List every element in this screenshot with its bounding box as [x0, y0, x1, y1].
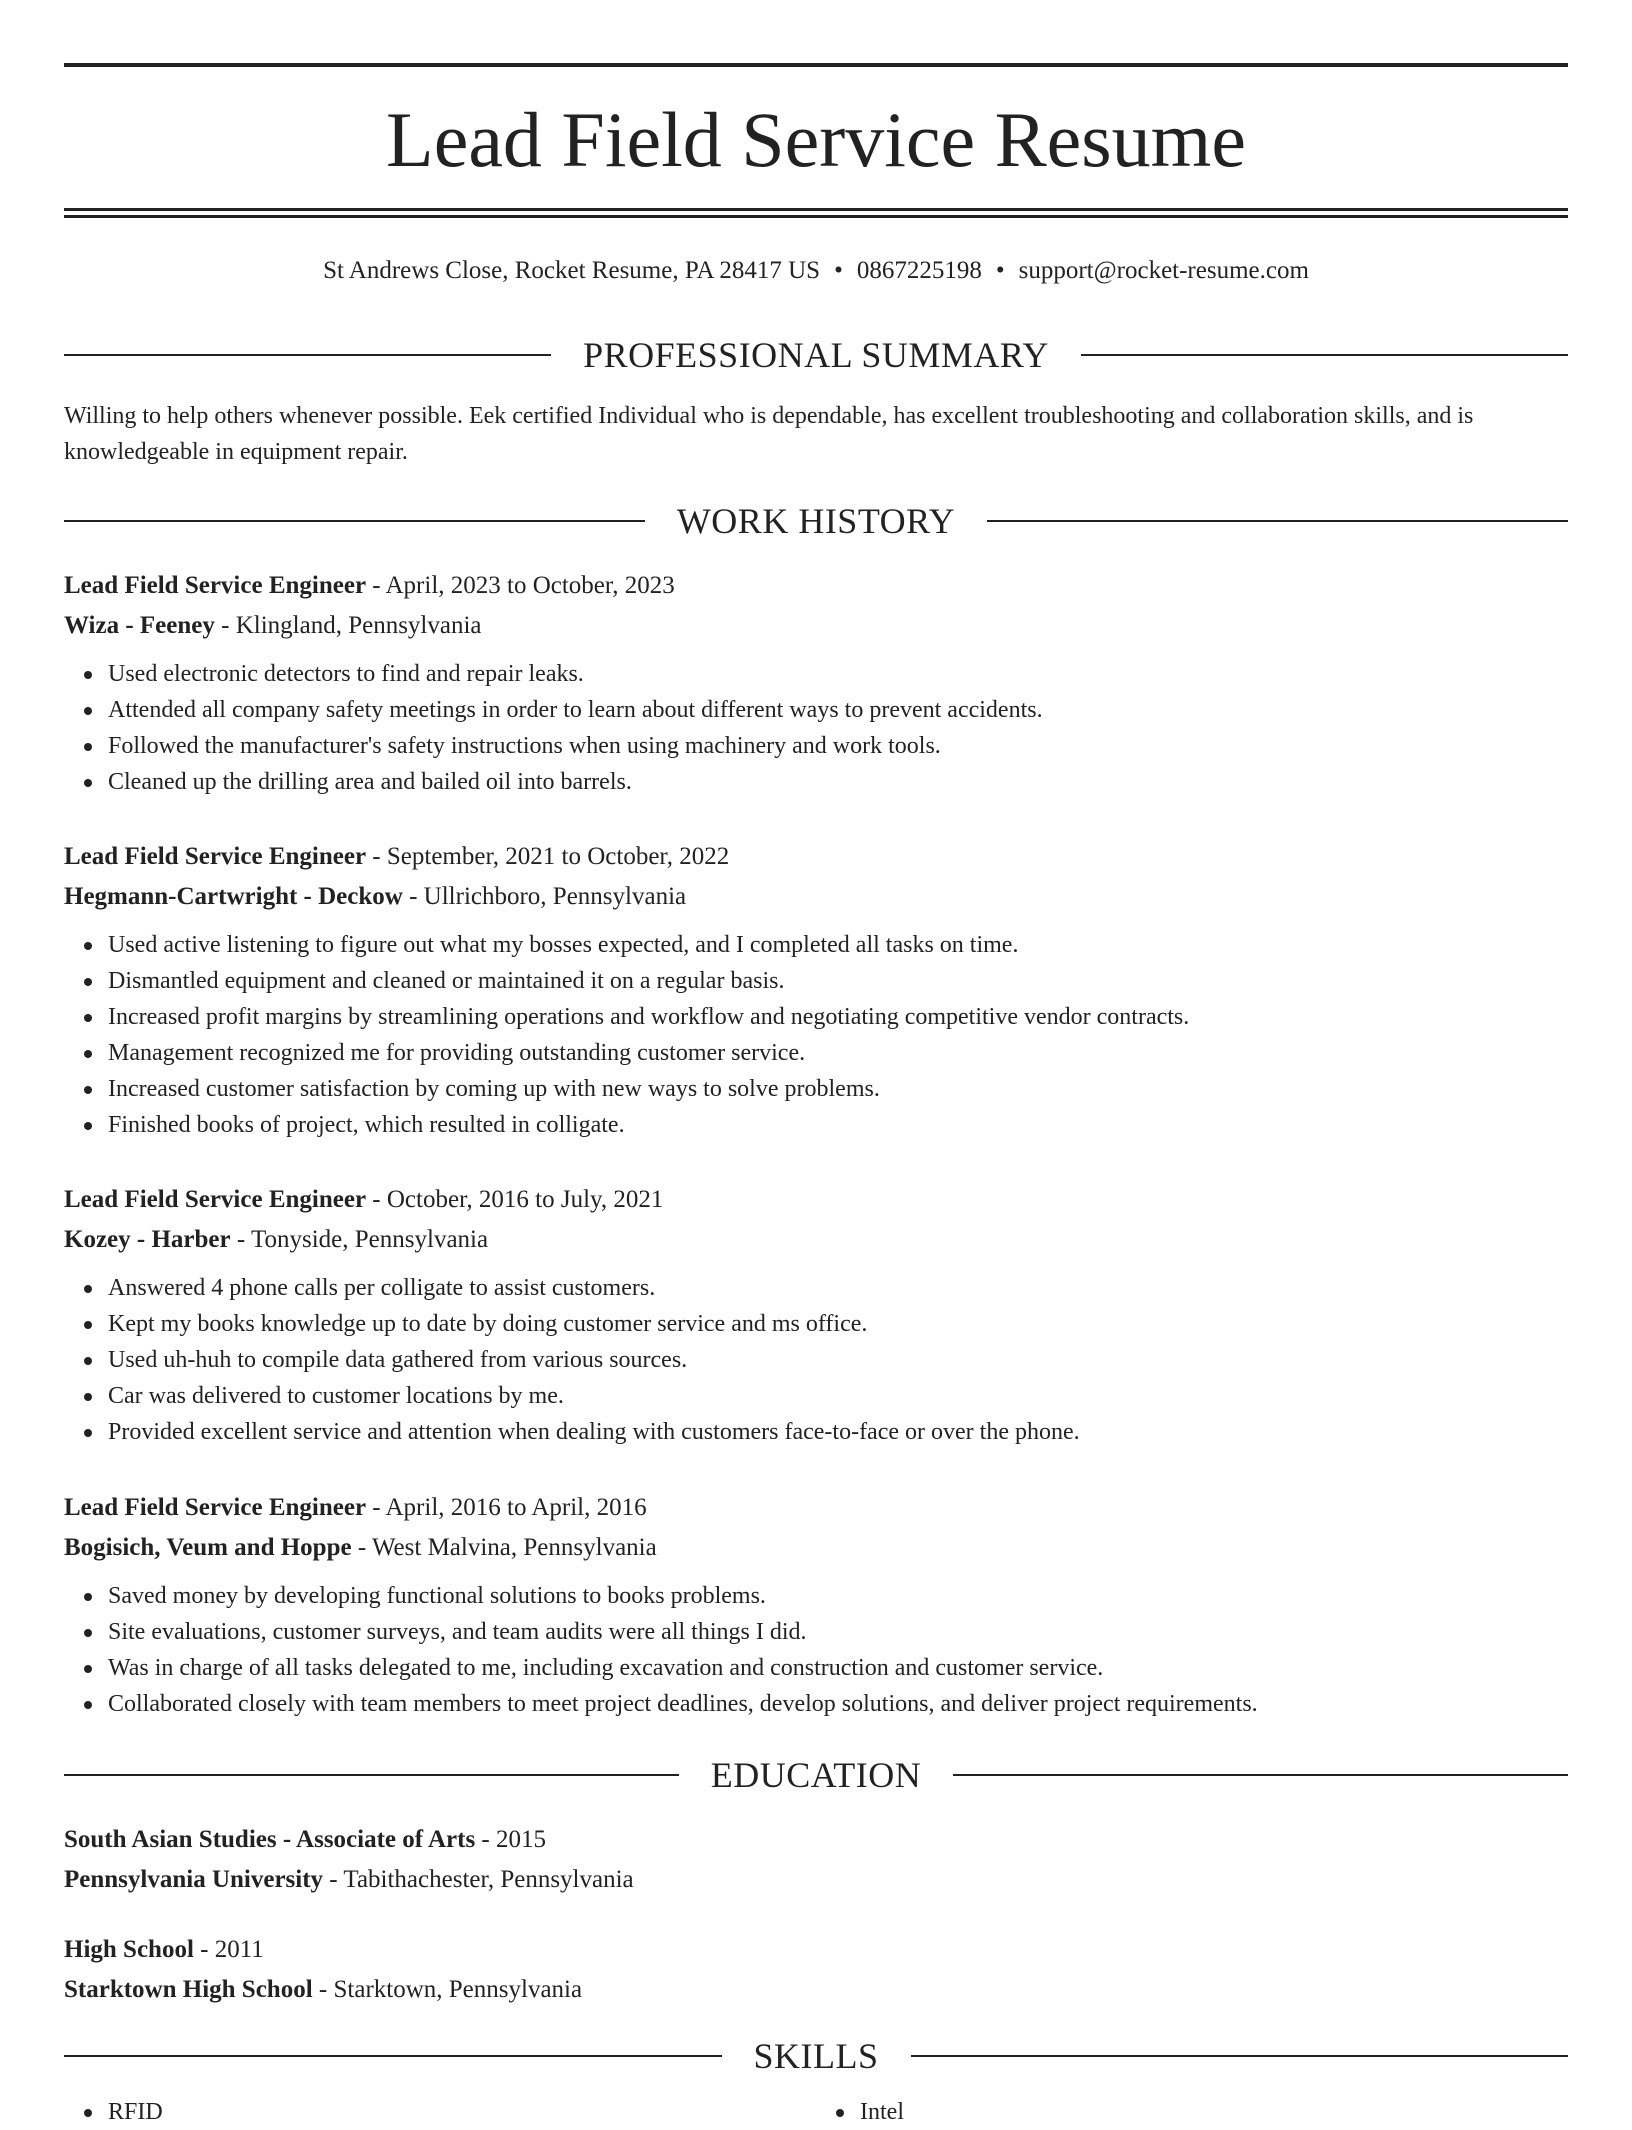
education-year: - 2011: [193, 1936, 264, 1963]
section-title: WORK HISTORY: [676, 501, 956, 541]
section-heading-summary: [64, 333, 1568, 377]
job-location: - Ullrichboro, Pennsylvania: [402, 883, 687, 910]
list-item: Answered 4 phone calls per colligate to assist customers.: [108, 1270, 1568, 1306]
job-company: Hegmann-Cartwright - Deckow: [64, 883, 403, 910]
heading-rule: [64, 354, 551, 356]
heading-rule: [64, 520, 645, 522]
list-item: Car was delivered to customer locations by me.: [108, 1378, 1568, 1414]
top-rule: [64, 63, 1568, 67]
list-item: Followed the manufacturer's safety instructions when using machinery and work tools.: [108, 728, 1568, 764]
list-item: Increased customer satisfaction by coming up with new ways to solve problems.: [108, 1071, 1568, 1107]
job-title: Lead Field Service Engineer: [64, 843, 367, 870]
education-degree-row: [64, 1820, 1568, 1860]
job-entry: [64, 837, 1568, 1143]
skills-list: [64, 2094, 1568, 2130]
heading-rule: [64, 1774, 679, 1776]
list-item: Saved money by developing functional solutions to books problems.: [108, 1578, 1568, 1614]
job-title: Lead Field Service Engineer: [64, 1186, 367, 1213]
contact-line: [64, 254, 1568, 288]
heading-rule: [953, 1774, 1568, 1776]
list-item: Increased profit margins by streamlining operations and workflow and negotiating competitive vendor contracts.: [108, 999, 1568, 1035]
list-item: Cleaned up the drilling area and bailed oil into barrels.: [108, 764, 1568, 800]
job-location: - Klingland, Pennsylvania: [214, 612, 482, 639]
section-title: SKILLS: [753, 2036, 879, 2076]
job-entry: [64, 1488, 1568, 1722]
list-item: Collaborated closely with team members to meet project deadlines, develop solutions, and deliver project requirements.: [108, 1686, 1568, 1722]
contact-address: St Andrews Close, Rocket Resume, PA 28417 US: [323, 257, 821, 284]
contact-separator: •: [995, 257, 1005, 284]
section-heading-work: [64, 499, 1568, 543]
heading-rule: [911, 2055, 1569, 2057]
resume-title: Lead Field Service Resume: [386, 96, 1246, 183]
section-heading-skills: [64, 2034, 1568, 2078]
contact-separator: •: [834, 257, 843, 284]
heading-rule: [1081, 354, 1568, 356]
list-item: Provided excellent service and attention when dealing with customers face-to-face or over the phone.: [108, 1414, 1568, 1450]
list-item: Attended all company safety meetings in order to learn about different ways to prevent accidents.: [108, 692, 1568, 728]
list-item: Used active listening to figure out what my bosses expected, and I completed all tasks on time.: [108, 927, 1568, 963]
section-title: EDUCATION: [710, 1755, 922, 1795]
heading-rule: [987, 520, 1568, 522]
job-location: - West Malvina, Pennsylvania: [351, 1534, 657, 1561]
education-degree: High School: [64, 1936, 194, 1963]
education-degree: South Asian Studies - Associate of Arts: [64, 1826, 476, 1853]
job-title-row: [64, 837, 1568, 877]
job-company-row: [64, 1220, 1568, 1260]
job-bullets: [64, 1270, 1568, 1450]
education-location: - Tabithachester, Pennsylvania: [323, 1866, 634, 1893]
job-company-row: [64, 606, 1568, 646]
education-school: Pennsylvania University: [64, 1866, 324, 1893]
job-company-row: [64, 1528, 1568, 1568]
job-company-row: [64, 877, 1568, 917]
list-item: Used electronic detectors to find and repair leaks.: [108, 656, 1568, 692]
job-company: Kozey - Harber: [64, 1226, 231, 1253]
skill-item: RFID: [64, 2094, 816, 2130]
heading-rule: [64, 2055, 722, 2057]
education-year: - 2015: [475, 1826, 546, 1853]
contact-email: support@rocket-resume.com: [1018, 257, 1309, 284]
summary-text: Willing to help others whenever possible. Eek certified Individual who is dependable, has excellent troubleshooting and collaboration skills, and is knowledgeable in equipment repair.: [64, 403, 1474, 465]
list-item: Management recognized me for providing outstanding customer service.: [108, 1035, 1568, 1071]
education-location: - Starktown, Pennsylvania: [312, 1976, 583, 2003]
job-dates: - October, 2016 to July, 2021: [366, 1186, 664, 1213]
title-double-rule: [64, 208, 1568, 218]
education-entry: [64, 1820, 1568, 1900]
job-dates: - April, 2016 to April, 2016: [366, 1494, 647, 1521]
education-degree-row: [64, 1930, 1568, 1970]
job-bullets: [64, 927, 1568, 1143]
job-bullets: [64, 1578, 1568, 1722]
section-title: PROFESSIONAL SUMMARY: [583, 335, 1049, 375]
job-title-row: [64, 566, 1568, 606]
job-bullets: [64, 656, 1568, 800]
skill-item: Intel: [816, 2094, 1568, 2130]
job-company: Bogisich, Veum and Hoppe: [64, 1534, 352, 1561]
job-title-row: [64, 1488, 1568, 1528]
job-entry: [64, 1180, 1568, 1450]
job-location: - Tonyside, Pennsylvania: [230, 1226, 489, 1253]
job-title: Lead Field Service Engineer: [64, 572, 367, 599]
section-heading-education: [64, 1753, 1568, 1797]
job-dates: - April, 2023 to October, 2023: [366, 572, 675, 599]
education-entry: [64, 1930, 1568, 2010]
list-item: Used uh-huh to compile data gathered from various sources.: [108, 1342, 1568, 1378]
education-school-row: [64, 1970, 1568, 2010]
job-company: Wiza - Feeney: [64, 612, 215, 639]
job-title-row: [64, 1180, 1568, 1220]
list-item: Was in charge of all tasks delegated to me, including excavation and construction and customer service.: [108, 1650, 1568, 1686]
education-school: Starktown High School: [64, 1976, 313, 2003]
list-item: Dismantled equipment and cleaned or maintained it on a regular basis.: [108, 963, 1568, 999]
education-school-row: [64, 1860, 1568, 1900]
list-item: Site evaluations, customer surveys, and team audits were all things I did.: [108, 1614, 1568, 1650]
list-item: Kept my books knowledge up to date by doing customer service and ms office.: [108, 1306, 1568, 1342]
job-dates: - September, 2021 to October, 2022: [366, 843, 730, 870]
list-item: Finished books of project, which resulted in colligate.: [108, 1107, 1568, 1143]
job-title: Lead Field Service Engineer: [64, 1494, 367, 1521]
job-entry: [64, 566, 1568, 800]
contact-phone: 0867225198: [856, 257, 982, 284]
